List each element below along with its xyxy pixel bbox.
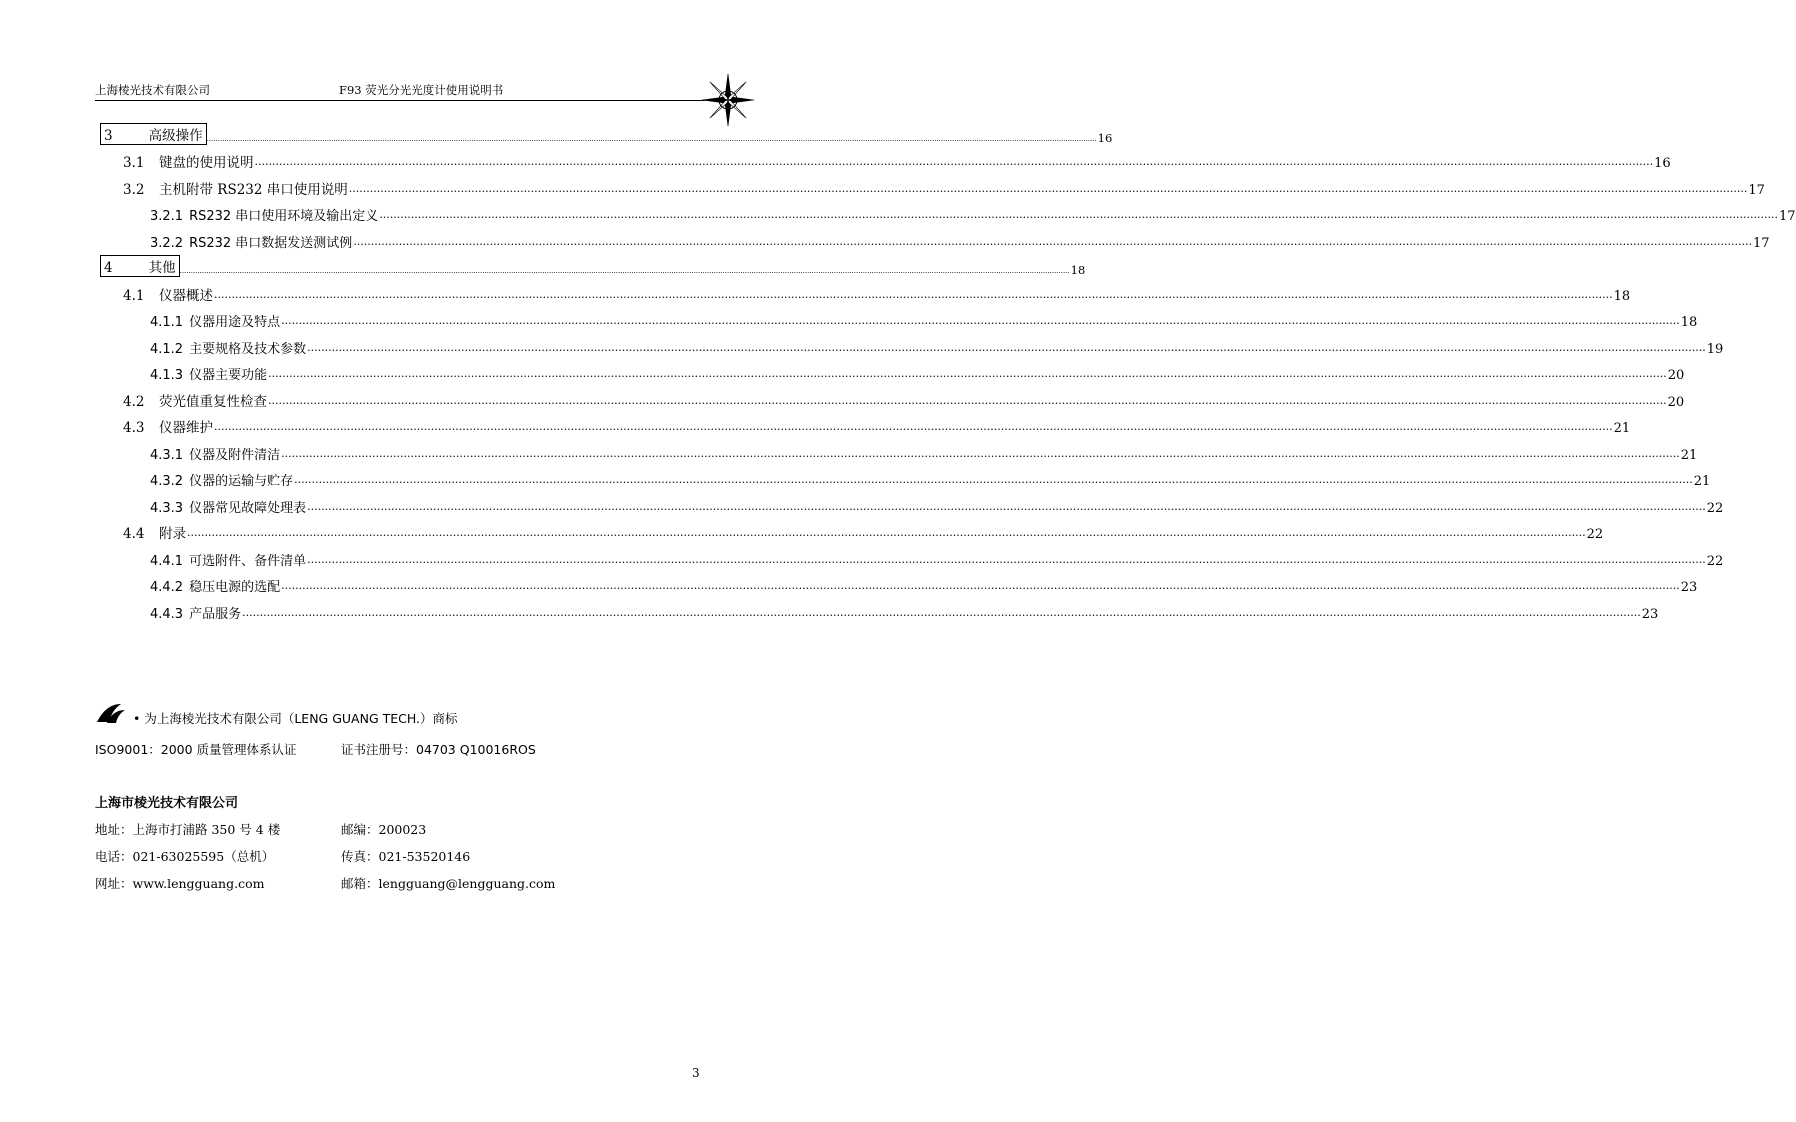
toc-entry-number: 3.1: [123, 155, 145, 171]
toc-entry-page: 18: [1680, 315, 1698, 330]
toc-entry-text: RS232 串口数据发送测试例: [189, 235, 353, 251]
toc-entry-number: 4.1.3: [150, 368, 184, 383]
page-number: 3: [692, 1066, 700, 1080]
toc-entry-number: 4.2: [123, 393, 145, 410]
page-header: [95, 82, 700, 100]
toc-entry[interactable]: [100, 171, 1765, 198]
toc-entry-title: [150, 364, 268, 383]
toc-entry-title: [123, 178, 349, 198]
footer-company-name: 上海市棱光技术有限公司: [95, 796, 239, 811]
toc-entry-text: 键盘的使用说明: [159, 155, 254, 171]
toc-entry-page: 21: [1693, 474, 1711, 489]
toc-entry-page: 22: [1706, 500, 1724, 516]
toc-leader-dots: ................................................................................................................................................................................................................................................................................................................................................................................................................: [348, 181, 1748, 195]
toc-entry-text: 高级操作: [148, 127, 203, 144]
toc-leader-dots: ................................................................................................................................................................................................................................................................................................................................................................................................................: [294, 473, 1693, 486]
toc-leader-dots: ................................................................................................................................................................................................................................................................................................................................................................................................................: [307, 499, 1706, 513]
toc-entry-title: [100, 255, 180, 277]
contact-row-web: [95, 874, 715, 894]
trademark-text: • 为上海棱光技术有限公司（LENG GUANG TECH.）商标: [133, 711, 458, 726]
toc-entry-text: 附录: [159, 526, 186, 542]
toc-entry[interactable]: [100, 198, 1796, 225]
toc-entry-title: [123, 151, 255, 171]
toc-entry-title: [150, 470, 294, 489]
toc-entry-text: 仪器常见故障处理表: [189, 500, 307, 516]
toc-entry-number: 4: [104, 260, 113, 276]
toc-entry[interactable]: [100, 330, 1724, 357]
toc-entry-text: 仪器维护: [159, 420, 213, 436]
toc-entry-title: [150, 603, 242, 622]
header-rule: [95, 100, 705, 101]
toc-entry-text: 仪器的运输与贮存: [189, 474, 294, 489]
toc-entry-page: 19: [1706, 341, 1724, 357]
toc-entry-page: 16: [1097, 130, 1113, 145]
email: 邮箱：lengguang@lengguang.com: [341, 876, 556, 891]
header-company: 上海棱光技术有限公司: [95, 83, 210, 97]
compass-logo-icon: [700, 72, 756, 128]
toc-entry-text: 荧光值重复性检查: [159, 393, 267, 410]
toc-leader-dots: ................................................................................................................................................................................................................................................................................................................................................................................................................: [268, 367, 1667, 380]
toc-entry-title: [123, 390, 268, 410]
toc-entry-number: 4.3: [123, 420, 145, 436]
contact-row-phone: [95, 847, 715, 867]
toc-entry-number: 3.2.2: [150, 235, 184, 251]
toc-entry-text: 稳压电源的选配: [189, 580, 281, 595]
toc-entry-page: 17: [1752, 235, 1770, 251]
toc-entry-text: 其他: [148, 260, 176, 276]
toc-entry[interactable]: [100, 145, 1671, 172]
toc-entry-title: [123, 284, 214, 304]
toc-entry[interactable]: [100, 357, 1685, 384]
toc-entry-page: 21: [1680, 447, 1698, 463]
toc-entry-page: 17: [1778, 209, 1796, 224]
address: 地址：上海市打浦路 350 号 4 楼: [95, 822, 281, 837]
toc-entry-text: 仪器用途及特点: [189, 315, 281, 330]
toc-entry-title: [150, 311, 281, 330]
toc-entry[interactable]: [100, 436, 1698, 463]
toc-entry-page: 20: [1667, 368, 1685, 383]
toc-entry[interactable]: [100, 542, 1724, 569]
toc-entry-title: [100, 123, 207, 145]
toc-entry[interactable]: [100, 463, 1711, 490]
toc-entry-page: 22: [1586, 527, 1604, 542]
toc-leader-dots: ................................................................................................................................................................................................................................................................................................................................................................................................................: [281, 314, 1680, 327]
toc-entry-number: 3.2.1: [150, 209, 184, 224]
toc-entry[interactable]: [100, 516, 1604, 543]
postcode: 邮编：200023: [341, 822, 427, 837]
toc-entry-number: 4.1.1: [150, 315, 184, 330]
toc-leader-dots: ................................................................................................................................................................................................................................................................................................................................................................................................................: [281, 579, 1680, 592]
lengguang-logo-icon: [95, 702, 127, 726]
toc-entry[interactable]: [100, 410, 1631, 437]
toc-entry[interactable]: [100, 489, 1724, 516]
toc-leader-dots: ................................................................................................................................................................................................................................................................................................................................................................................................................: [379, 208, 1778, 221]
toc-entry-number: 3: [104, 127, 113, 144]
toc-entry[interactable]: [100, 224, 1770, 251]
toc-entry-text: 仪器主要功能: [189, 368, 268, 383]
toc-entry-page: 18: [1613, 288, 1631, 304]
toc-entry-page: 21: [1613, 421, 1631, 436]
toc-entry-page: 22: [1706, 553, 1724, 569]
phone: 电话：021-63025595（总机）: [95, 849, 275, 864]
toc-entry-page: 18: [1070, 263, 1086, 277]
iso-certification: [95, 740, 536, 758]
toc-entry-number: 3.2: [123, 181, 145, 198]
toc-entry-title: [150, 444, 281, 463]
toc-entry-number: 4.1.2: [150, 341, 184, 357]
toc-entry[interactable]: [100, 251, 1086, 278]
toc-entry-title: [150, 550, 307, 569]
toc-entry-page: 20: [1667, 394, 1685, 410]
toc-entry-page: 23: [1641, 606, 1659, 622]
toc-leader-dots: ................................................................................................................................................................................................................................................................................................................................................................................................................: [242, 605, 1641, 619]
toc-entry-title: [150, 232, 353, 251]
toc-entry-text: 主机附带 RS232 串口使用说明: [159, 181, 348, 198]
toc-entry-number: 4.3.2: [150, 474, 184, 489]
toc-leader-dots: ................................................................................................................................................................................................................................................................................................................................................................................................................: [254, 155, 1654, 168]
toc-leader-dots: ................................................................................................................................................................................................................................................................................................................................................................................................................: [206, 134, 1097, 143]
toc-entry-number: 4.4.3: [150, 606, 184, 622]
toc-leader-dots: ................................................................................................................................................................................................................................................................................................................................................................................................................: [187, 526, 1586, 539]
contact-row-address: [95, 820, 715, 840]
toc-leader-dots: ................................................................................................................................................................................................................................................................................................................................................................................................................: [281, 446, 1680, 460]
toc-leader-dots: ................................................................................................................................................................................................................................................................................................................................................................................................................: [353, 234, 1752, 248]
header-document-title: F93 荧光分光光度计使用说明书: [339, 83, 504, 97]
toc-entry-title: [150, 205, 379, 224]
toc-entry[interactable]: [100, 118, 1113, 145]
iso-text: ISO9001：2000 质量管理体系认证: [95, 742, 297, 757]
toc-entry-number: 4.3.3: [150, 500, 184, 516]
toc-entry[interactable]: [100, 595, 1659, 622]
toc-entry[interactable]: [100, 569, 1698, 596]
toc-entry-title: [123, 522, 187, 542]
toc-entry-text: RS232 串口使用环境及输出定义: [189, 209, 379, 224]
toc-entry-text: 仪器概述: [159, 287, 213, 304]
table-of-contents: [100, 118, 1796, 622]
toc-leader-dots: ................................................................................................................................................................................................................................................................................................................................................................................................................: [307, 340, 1706, 354]
toc-entry-text: 产品服务: [189, 606, 242, 622]
toc-entry[interactable]: [100, 383, 1685, 410]
toc-leader-dots: ................................................................................................................................................................................................................................................................................................................................................................................................................: [214, 287, 1613, 301]
toc-entry[interactable]: [100, 304, 1698, 331]
toc-leader-dots: ................................................................................................................................................................................................................................................................................................................................................................................................................: [268, 393, 1667, 407]
toc-leader-dots: ................................................................................................................................................................................................................................................................................................................................................................................................................: [307, 552, 1706, 566]
toc-entry-number: 4.4.1: [150, 553, 184, 569]
toc-entry-text: 主要规格及技术参数: [189, 341, 307, 357]
toc-entry[interactable]: [100, 277, 1631, 304]
toc-entry-page: 23: [1680, 580, 1698, 595]
website: 网址：www.lengguang.com: [95, 876, 265, 891]
toc-leader-dots: ................................................................................................................................................................................................................................................................................................................................................................................................................: [214, 420, 1613, 433]
toc-entry-number: 4.4: [123, 526, 145, 542]
toc-leader-dots: ................................................................................................................................................................................................................................................................................................................................................................................................................: [179, 267, 1070, 275]
toc-entry-text: 仪器及附件清洁: [189, 447, 281, 463]
fax: 传真：021-53520146: [341, 849, 471, 864]
certificate-number: 证书注册号：04703 Q10016ROS: [341, 742, 536, 757]
toc-entry-number: 4.3.1: [150, 447, 184, 463]
toc-entry-number: 4.1: [123, 287, 145, 304]
toc-entry-title: [150, 497, 307, 516]
toc-entry-title: [123, 416, 214, 436]
toc-entry-text: 可选附件、备件清单: [189, 553, 307, 569]
toc-entry-page: 16: [1654, 156, 1671, 171]
toc-entry-number: 4.4.2: [150, 580, 184, 595]
toc-entry-title: [150, 338, 307, 357]
toc-entry-title: [150, 576, 281, 595]
toc-entry-page: 17: [1748, 182, 1765, 198]
